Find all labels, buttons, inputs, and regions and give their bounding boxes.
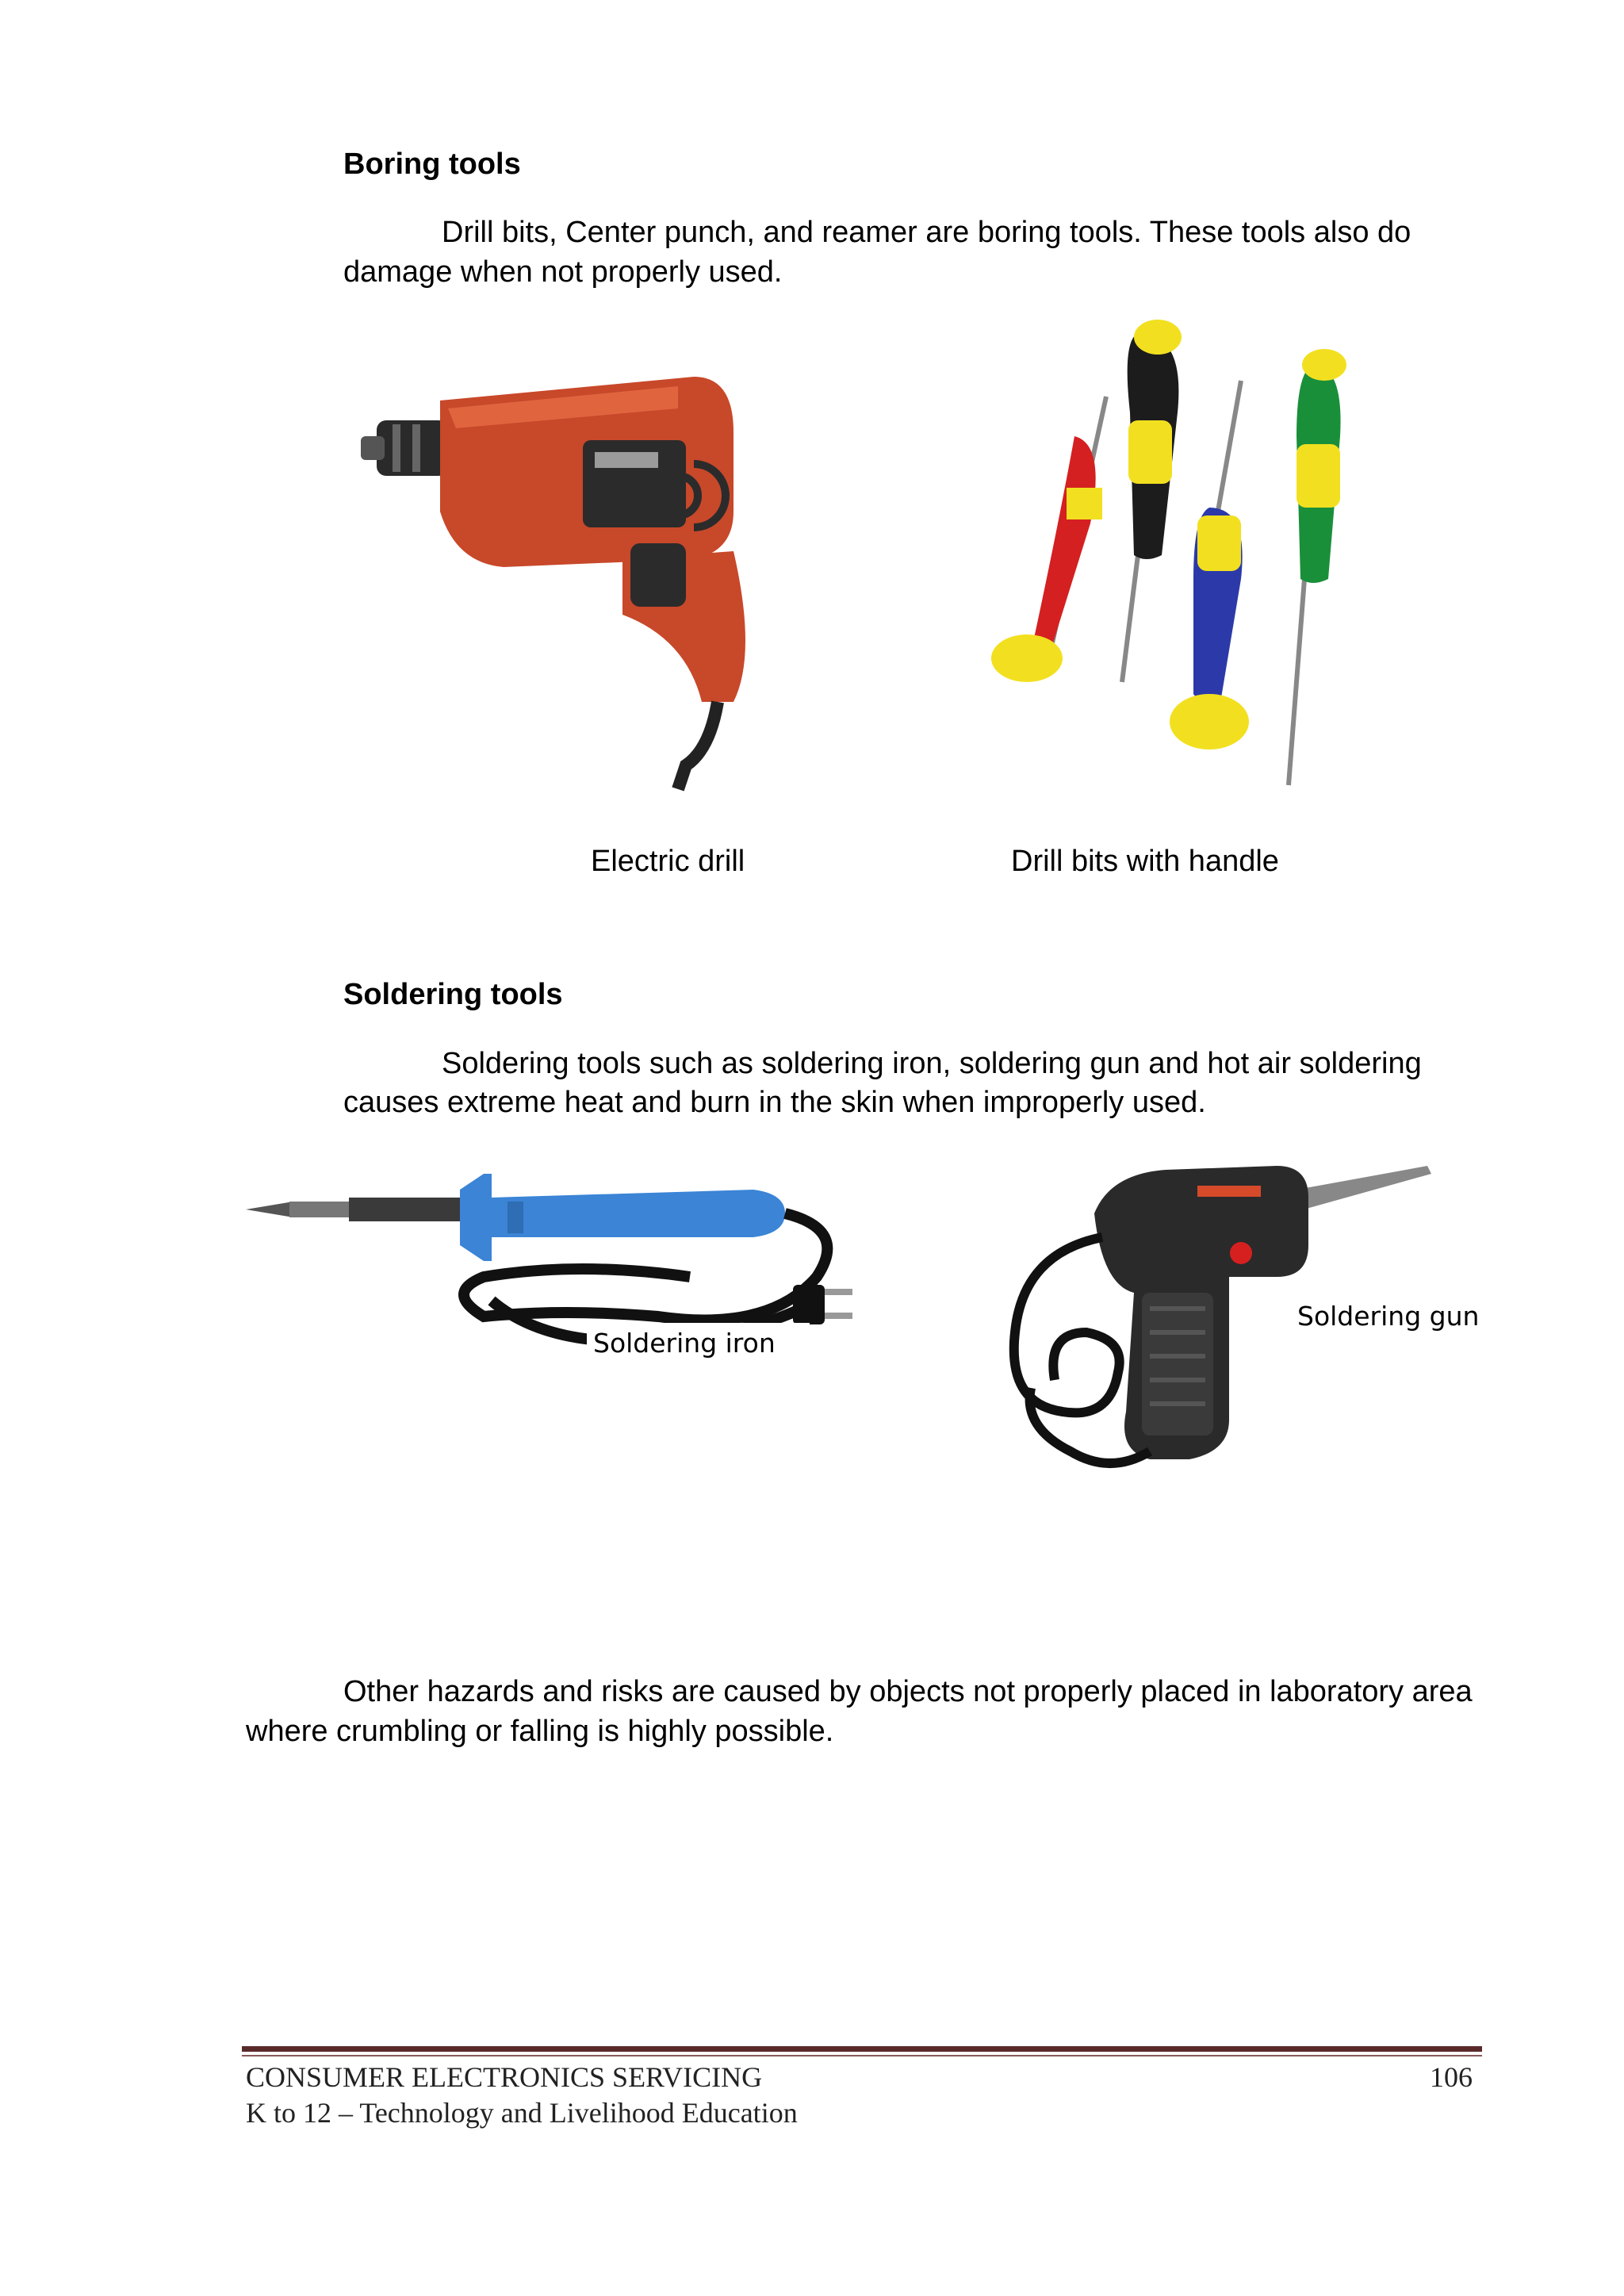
soldering-tools-heading: Soldering tools [343, 978, 563, 1011]
boring-tools-heading: Boring tools [343, 148, 521, 181]
footer-rule-thin [242, 2055, 1482, 2056]
soldering-tools-paragraph-line2: causes extreme heat and burn in the skin when improperly used. [343, 1086, 1206, 1119]
soldering-tools-paragraph-line1: Soldering tools such as soldering iron, soldering gun and hot air soldering [442, 1047, 1422, 1080]
electric-drill-image [361, 353, 793, 797]
boring-tools-paragraph-line2: damage when not properly used. [343, 255, 783, 289]
caption-drill-bits: Drill bits with handle [1011, 845, 1279, 878]
drill-bits-image [979, 317, 1400, 817]
page-number: 106 [1430, 2061, 1473, 2093]
footer-subtitle: K to 12 – Technology and Livelihood Education [246, 2097, 798, 2129]
footer-title: CONSUMER ELECTRONICS SERVICING [246, 2061, 763, 2093]
other-hazards-paragraph-line1: Other hazards and risks are caused by objects not properly placed in laboratory area [343, 1675, 1473, 1708]
caption-electric-drill: Electric drill [591, 845, 745, 878]
other-hazards-paragraph-line2: where crumbling or falling is highly possible. [246, 1715, 834, 1748]
caption-soldering-gun: Soldering gun [1297, 1301, 1480, 1332]
footer-rule-thick [242, 2046, 1482, 2052]
boring-tools-paragraph-line1: Drill bits, Center punch, and reamer are boring tools. These tools also do [442, 216, 1411, 249]
caption-soldering-iron: Soldering iron [587, 1323, 810, 1364]
